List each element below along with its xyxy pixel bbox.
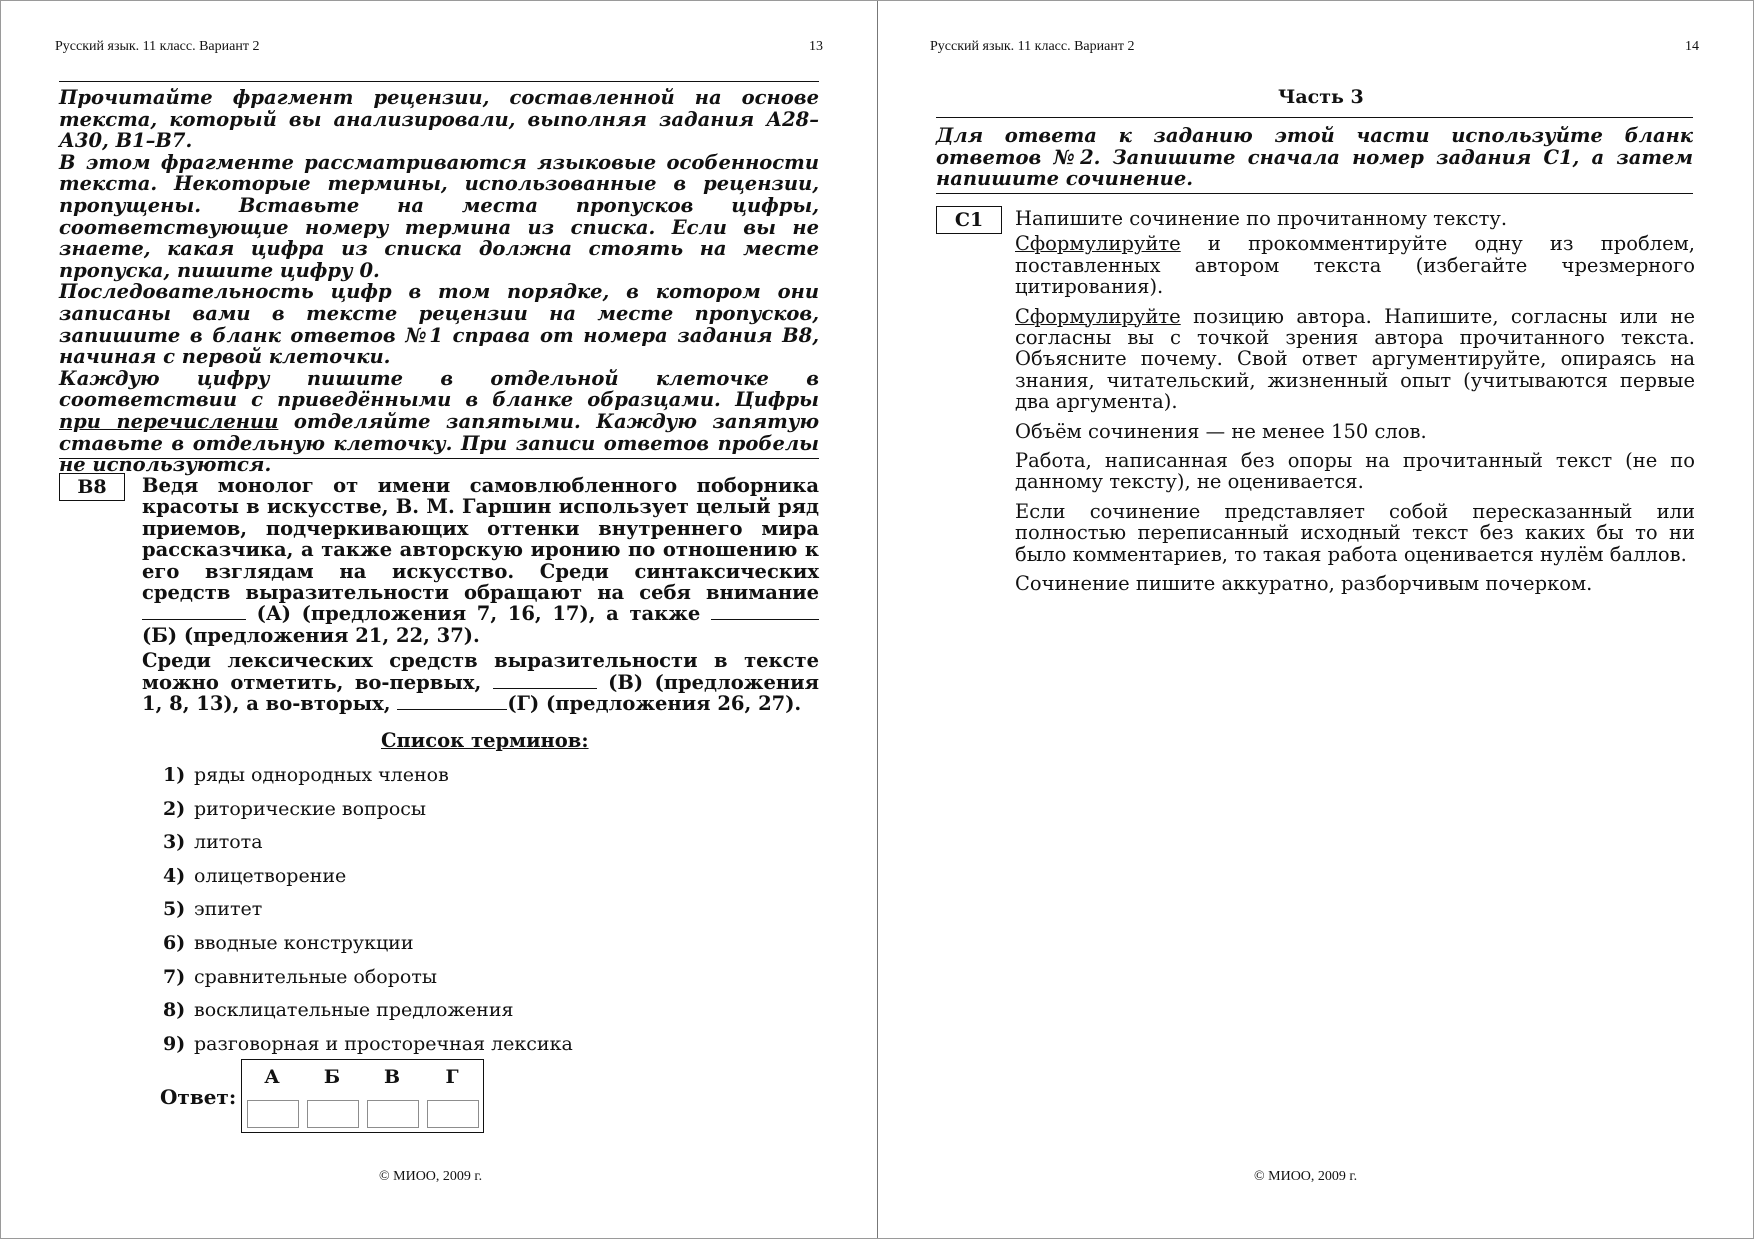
- answer-column: [302, 1060, 362, 1132]
- divider: [59, 81, 819, 82]
- divider: [936, 193, 1693, 194]
- task-paragraph: Сочинение пишите аккуратно, разборчивым почерком.: [1015, 572, 1593, 596]
- term-number: 1): [163, 764, 186, 786]
- answer-column: [242, 1060, 302, 1132]
- task-paragraph: Если сочинение представляет собой пересказанный или полностью переписанный исходный текст без каких бы то ни было комментариев, то такая работа оценивается нулём баллов.: [1015, 499, 1695, 566]
- instruction-paragraph: Прочитайте фрагмент рецензии, составленной на основе текста, который вы анализировали, выполняя задания А28–А30, В1–В7.: [59, 86, 819, 153]
- instructions-block: [936, 125, 1693, 190]
- answer-blank: [142, 605, 246, 620]
- term-number: 9): [163, 1032, 186, 1055]
- task-number-badge: В8: [59, 473, 125, 501]
- answer-column-header: В: [383, 1066, 401, 1088]
- answer-table: [241, 1059, 484, 1133]
- answer-column-header: Б: [323, 1066, 341, 1088]
- answer-label: Ответ:: [160, 1085, 237, 1109]
- page-number: 13: [809, 39, 823, 54]
- task-paragraph: Объём сочинения — не менее 150 слов.: [1015, 419, 1427, 443]
- instruction-paragraph: Для ответа к заданию этой части используйте бланк ответов №2. Запишите сначала номер задания С1, а затем напишите сочинение.: [936, 124, 1693, 191]
- footer-copyright: © МИОО, 2009 г.: [379, 1169, 483, 1184]
- answer-column-header: Г: [445, 1066, 459, 1088]
- term-number: 8): [163, 999, 186, 1022]
- task-text: [142, 475, 819, 718]
- divider: [59, 458, 819, 459]
- term-item: [163, 931, 723, 965]
- answer-column-header: А: [264, 1066, 280, 1088]
- terms-title: Список терминов:: [381, 729, 589, 752]
- running-head: Русский язык. 11 класс. Вариант 2: [930, 39, 1135, 54]
- page-13: [1, 1, 878, 1238]
- term-number: 2): [163, 797, 186, 820]
- term-number: 7): [163, 965, 186, 988]
- answer-column: [362, 1060, 422, 1132]
- page-14: [878, 1, 1753, 1238]
- term-item: [163, 965, 723, 999]
- term-number: 3): [163, 831, 186, 854]
- instruction-paragraph: В этом фрагменте рассматриваются языковые особенности текста. Некоторые термины, использованные в рецензии, пропущены. Вставьте на места пропусков цифры, соответствующие номеру термина из списка. Если вы не знаете, какая цифра из списка должна стоять на месте пропуска, пишите цифру 0.: [59, 150, 819, 282]
- term-label: ряды однородных членов: [194, 764, 449, 786]
- term-number: 5): [163, 898, 186, 921]
- part-title: Часть 3: [1278, 86, 1364, 108]
- divider: [936, 117, 1693, 118]
- term-label: эпитет: [194, 898, 263, 921]
- term-label: вводные конструкции: [194, 931, 414, 954]
- term-item: [163, 797, 723, 831]
- task-number-badge: С1: [936, 206, 1002, 234]
- term-item: [163, 998, 723, 1032]
- term-label: литота: [194, 831, 263, 854]
- term-item: [163, 763, 723, 797]
- answer-blank: [711, 605, 819, 620]
- term-label: сравнительные обороты: [194, 965, 437, 988]
- task-text: [1015, 208, 1695, 599]
- task-paragraph: Напишите сочинение по прочитанному тексту.: [1015, 207, 1508, 230]
- answer-blank: [397, 695, 507, 710]
- term-label: риторические вопросы: [194, 797, 427, 820]
- answer-cell[interactable]: [367, 1100, 419, 1128]
- term-item: [163, 897, 723, 931]
- instruction-paragraph: Последовательность цифр в том порядке, в котором они записаны вами в тексте рецензии на месте пропусков, запишите в бланк ответов №1 справа от номера задания В8, начиная с первой клеточки.: [59, 280, 819, 369]
- term-number: 6): [163, 931, 186, 954]
- term-label: олицетворение: [194, 864, 347, 887]
- answer-cell[interactable]: [427, 1100, 479, 1128]
- task-paragraph: Сформулируйте позицию автора. Напишите, согласны или не согласны вы с точкой зрения автора прочитанного текста. Объясните почему. Свой ответ аргументируйте, опираясь на знания, читательский, жизненный опыт (учитываются первые два аргумента).: [1015, 304, 1695, 414]
- task-paragraph: Ведя монолог от имени самовлюбленного поборника красоты в искусстве, В. М. Гаршин использует целый ряд приемов, подчеркивающих оттенки внутреннего мира рассказчика, а также авторскую иронию по отношению к его взглядам на искусство. Среди синтаксических средств выразительности обращают на себя внимание (А) (предложения 7, 16, 17), а также (Б) (предложения 21, 22, 37).: [142, 474, 819, 647]
- footer-copyright: © МИОО, 2009 г.: [1254, 1169, 1358, 1184]
- answer-blank: [493, 674, 597, 689]
- answer-column: [422, 1060, 482, 1132]
- term-item: [163, 864, 723, 898]
- terms-list: [163, 763, 723, 1065]
- running-head: Русский язык. 11 класс. Вариант 2: [55, 39, 260, 54]
- term-label: разговорная и просторечная лексика: [194, 1032, 573, 1055]
- task-paragraph: Сформулируйте и прокомментируйте одну из проблем, поставленных автором текста (избегайте чрезмерного цитирования).: [1015, 232, 1695, 299]
- term-item: [163, 830, 723, 864]
- task-paragraph: Работа, написанная без опоры на прочитанный текст (не по данному тексту), не оценивается.: [1015, 449, 1695, 494]
- answer-cell[interactable]: [307, 1100, 359, 1128]
- answer-cell[interactable]: [247, 1100, 299, 1128]
- task-paragraph: Среди лексических средств выразительности в тексте можно отметить, во-первых, (В) (предложения 1, 8, 13), а во-вторых, (Г) (предложения 26, 27).: [142, 649, 820, 716]
- term-label: восклицательные предложения: [194, 999, 514, 1022]
- instruction-paragraph: Каждую цифру пишите в отдельной клеточке в соответствии с приведёнными в бланке образцами. Цифры при перечислении отделяйте запятыми. Каждую запятую ставьте в отдельную клеточку. При записи ответов пробелы не используются.: [59, 366, 819, 477]
- term-number: 4): [163, 864, 186, 887]
- instructions-block: [59, 87, 819, 476]
- page-number: 14: [1685, 39, 1699, 54]
